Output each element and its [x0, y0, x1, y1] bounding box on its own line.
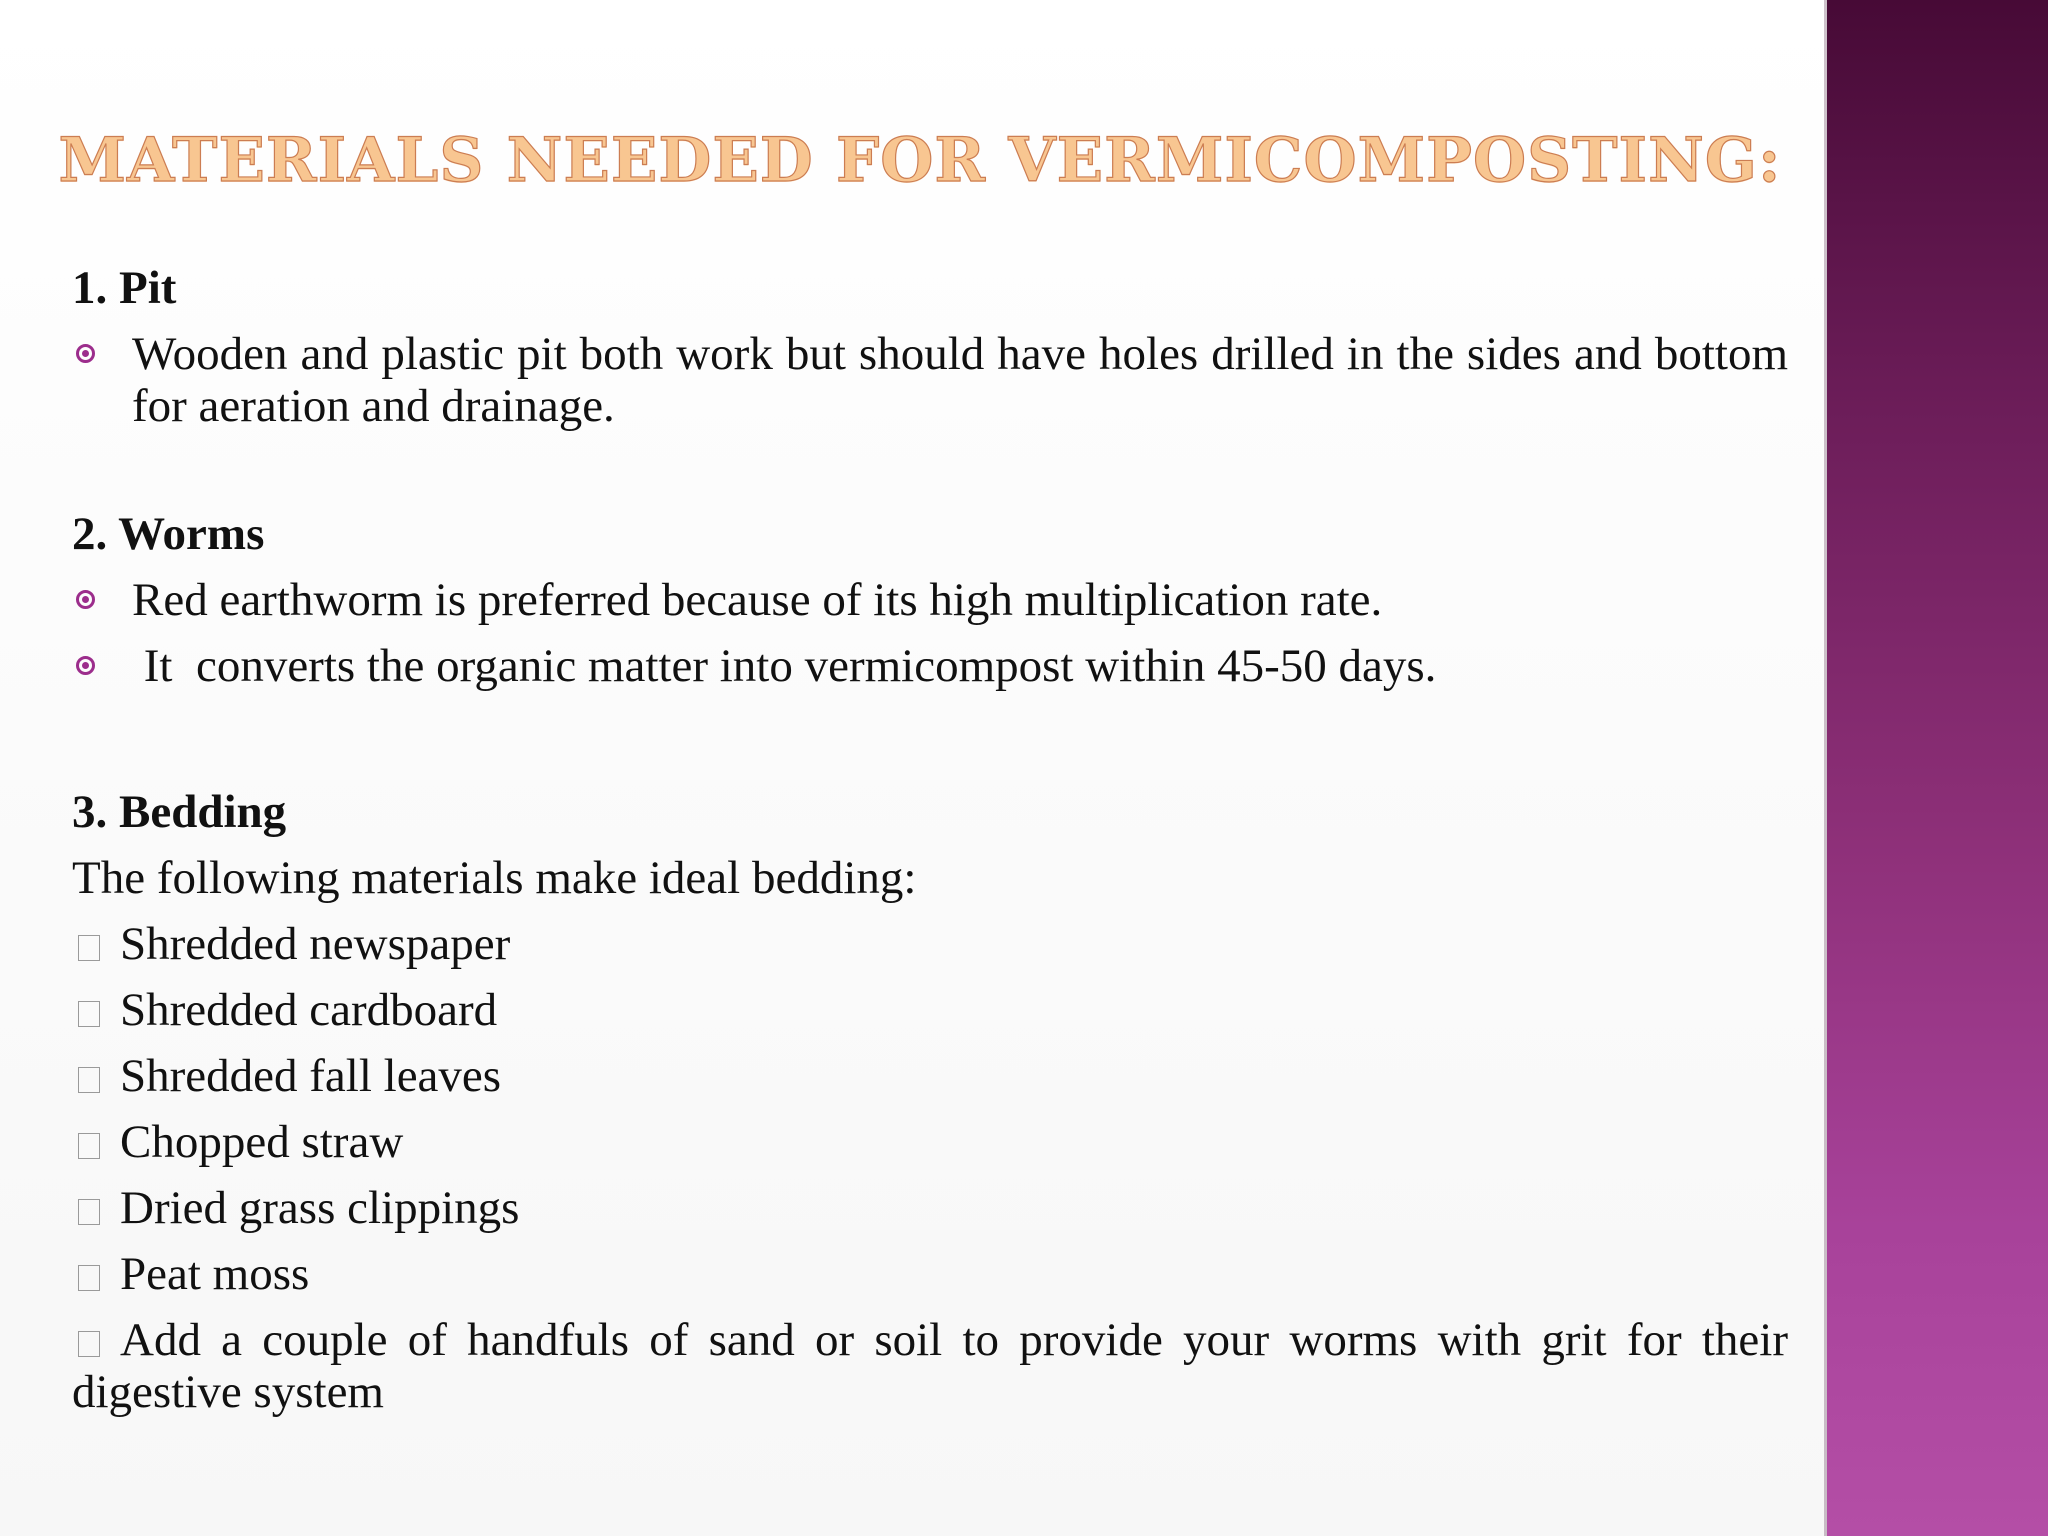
slide-title: MATERIALS NEEDED FOR VERMICOMPOSTING: — [58, 125, 1782, 196]
section-heading-bedding: 3. Bedding — [72, 786, 287, 838]
bedding-intro: The following materials make ideal bedding: — [72, 852, 917, 904]
empty-box-icon — [78, 1331, 100, 1357]
list-item — [72, 918, 1788, 984]
list-item — [72, 640, 1788, 692]
list-item — [72, 1116, 1788, 1182]
bedding-item-text: Shredded cardboard — [120, 984, 498, 1036]
list-item — [72, 1314, 1788, 1418]
list-item — [72, 984, 1788, 1050]
empty-box-icon — [78, 1067, 100, 1093]
circle-bullet-icon — [76, 344, 95, 363]
bullet-text: It converts the organic matter into vermicompost within 45-50 days. — [132, 640, 1437, 692]
list-item — [72, 1248, 1788, 1314]
list-item — [72, 574, 1788, 626]
empty-box-icon — [78, 935, 100, 961]
empty-box-icon — [78, 1133, 100, 1159]
list-item — [72, 1182, 1788, 1248]
empty-box-icon — [78, 1265, 100, 1291]
empty-box-icon — [78, 1001, 100, 1027]
bedding-item-text: Dried grass clippings — [120, 1182, 520, 1234]
bedding-item-text: Shredded fall leaves — [120, 1050, 502, 1102]
empty-box-icon — [78, 1199, 100, 1225]
bedding-item-text: Shredded newspaper — [120, 918, 511, 970]
slide-content — [72, 262, 1788, 1418]
bullet-text: Red earthworm is preferred because of its high multiplication rate. — [132, 574, 1383, 626]
section-heading-pit: 1. Pit — [72, 262, 177, 314]
bedding-item-text: Peat moss — [120, 1248, 310, 1300]
section-heading-worms: 2. Worms — [72, 508, 265, 560]
circle-bullet-icon — [76, 656, 95, 675]
circle-bullet-icon — [76, 590, 95, 609]
bullet-text: Wooden and plastic pit both work but should have holes drilled in the sides and bottom for aeration and drainage. — [132, 328, 1788, 432]
bedding-list — [72, 918, 1788, 1418]
list-item — [72, 328, 1788, 432]
bedding-item-text: Add a couple of handfuls of sand or soil to provide your worms with grit for their digestive system — [72, 1314, 1788, 1418]
decorative-sidebar — [1827, 0, 2048, 1536]
bedding-item-text: Chopped straw — [120, 1116, 404, 1168]
list-item — [72, 1050, 1788, 1116]
